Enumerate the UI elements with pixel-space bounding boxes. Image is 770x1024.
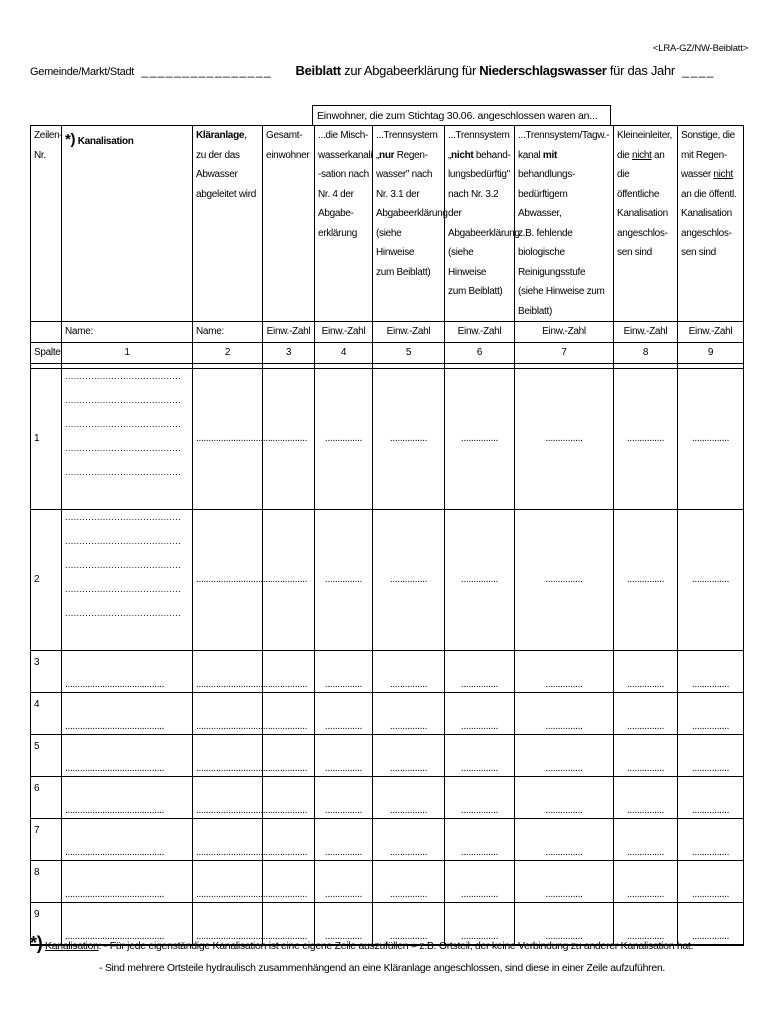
col-klein: Kleineinleiter, die nicht an die öffentliche Kanalisation angeschlos- sen sind [614,126,678,322]
einw-field[interactable]: ............... [614,692,678,734]
einw-field[interactable]: ............... [315,692,373,734]
einw-field[interactable]: ............... [445,368,515,509]
row-number: 6 [31,776,62,818]
unit-label: Name: [62,322,193,343]
einw-field[interactable]: ............... [263,818,315,860]
einw-field[interactable]: ............... [614,860,678,902]
klaeranlage-field[interactable]: .............................. [193,509,263,650]
unit-label: Einw.-Zahl [515,322,614,343]
einw-field[interactable]: ............... [614,650,678,692]
einw-field[interactable]: ............... [315,818,373,860]
kanalisation-field[interactable]: ........................................ [62,818,193,860]
spalte-number: 2 [193,342,263,363]
einw-field[interactable]: ............... [445,734,515,776]
einw-field[interactable]: ............... [515,818,614,860]
form-title: Beiblatt zur Abgabeerklärung für Niederschlagswasser für das Jahr [295,63,675,78]
row-number: 8 [31,860,62,902]
einw-field[interactable]: ............... [614,734,678,776]
klaeranlage-field[interactable]: .............................. [193,650,263,692]
col-trenn-regen: ...Trennsystem „nur Regen- wasser" nach Nr. 3.1 der Abgabeerklärung (siehe Hinweise zum Beiblatt) [373,126,445,322]
table-row [31,734,744,776]
einw-field[interactable]: ............... [263,902,315,945]
klaeranlage-field[interactable]: .............................. [193,818,263,860]
einw-field[interactable]: ............... [263,734,315,776]
einw-field[interactable]: ............... [515,692,614,734]
einw-field[interactable]: ............... [315,368,373,509]
einw-field[interactable]: ............... [678,509,744,650]
einw-field[interactable]: ............... [515,734,614,776]
einw-field[interactable]: ............... [373,902,445,945]
form-table [30,125,744,946]
klaeranlage-field[interactable]: .............................. [193,368,263,509]
footnote-line-2: - Sind mehrere Ortsteile hydraulisch zusammenhängend an eine Kläranlage angeschlossen, sind diese in einer Zeile aufzuführen. [99,962,666,974]
footnote-label: Kanalisation [45,940,99,952]
spalte-number: 5 [373,342,445,363]
kanalisation-field[interactable]: ........................................ [62,902,193,945]
einw-field[interactable]: ............... [515,776,614,818]
kanalisation-fields[interactable]: ........................................ ........................................ ........................................ ........................................ ........................................ [62,368,193,509]
col-klaeranlage: Kläranlage, zu der das Abwasser abgeleitet wird [193,126,263,322]
einw-field[interactable]: ............... [315,902,373,945]
municipality-field[interactable]: ________________ [141,64,273,78]
spalte-number: 3 [263,342,315,363]
einw-field[interactable]: ............... [678,734,744,776]
einw-field[interactable]: ............... [263,692,315,734]
row-number: 7 [31,818,62,860]
einw-field[interactable]: ............... [678,368,744,509]
spalte-number: 1 [62,342,193,363]
einw-field[interactable]: ............... [263,860,315,902]
einw-field[interactable]: ............... [445,692,515,734]
kanalisation-field[interactable]: ........................................ [62,650,193,692]
unit-label: Einw.-Zahl [445,322,515,343]
einw-field[interactable]: ............... [315,776,373,818]
einw-field[interactable]: ............... [445,650,515,692]
spalte-label: Spalte [31,342,62,363]
einw-field[interactable]: ............... [515,860,614,902]
spalte-number: 7 [515,342,614,363]
einw-field[interactable]: ............... [678,776,744,818]
klaeranlage-field[interactable]: .............................. [193,860,263,902]
table-row [31,650,744,692]
unit-label: Einw.-Zahl [678,322,744,343]
footnote-star: *) [30,933,43,953]
einw-field[interactable]: ............... [515,650,614,692]
row-number: 3 [31,650,62,692]
spalte-number: 9 [678,342,744,363]
row-number: 9 [31,902,62,945]
einw-field[interactable]: ............... [263,776,315,818]
table-row [31,368,744,509]
spalte-number: 8 [614,342,678,363]
einw-field[interactable]: ............... [614,818,678,860]
table-row [31,818,744,860]
header-row [31,126,744,322]
year-field[interactable]: ____ [682,64,715,78]
einwohner-group-header: Einwohner, die zum Stichtag 30.06. angeschlossen waren an... [312,105,611,125]
unit-label: Einw.-Zahl [373,322,445,343]
einw-field[interactable]: ............... [678,860,744,902]
einw-field[interactable]: ............... [678,818,744,860]
unit-label: Einw.-Zahl [315,322,373,343]
kanalisation-fields[interactable]: ........................................ ........................................ ........................................ ........................................ ........................................ [62,509,193,650]
row-number: 2 [31,509,62,650]
form-header [30,63,750,78]
table-row [31,776,744,818]
form-reference: <LRA-GZ/NW-Beiblatt> [652,43,748,54]
table-row [31,509,744,650]
spalte-number: 4 [315,342,373,363]
col-tagw: ...Trennsystem/Tagw.- kanal mit behandlungs- bedürftigem Abwasser, z.B. fehlende biologische Reinigungsstufe (siehe Hinweise zum Beiblatt) [515,126,614,322]
col-sonstige: Sonstige, die mit Regen- wasser nicht an die öffentl. Kanalisation angeschlos- sen sind [678,126,744,322]
einw-field[interactable]: ............... [445,776,515,818]
einw-field[interactable]: ............... [445,818,515,860]
einw-field[interactable]: ............... [515,509,614,650]
col-trenn-nicht: ...Trennsystem „nicht behand- lungsbedürftig" nach Nr. 3.2 der Abgabeerklärung (siehe Hinweise zum Beiblatt) [445,126,515,322]
einw-field[interactable]: ............... [373,650,445,692]
einw-field[interactable]: ............... [373,776,445,818]
einw-field[interactable]: ............... [315,509,373,650]
table-row [31,692,744,734]
unit-label: Einw.-Zahl [263,322,315,343]
kanalisation-field[interactable]: ........................................ [62,860,193,902]
einw-field[interactable]: ............... [445,860,515,902]
klaeranlage-field[interactable]: .............................. [193,776,263,818]
einw-field[interactable]: ............... [263,509,315,650]
municipality-label: Gemeinde/Markt/Stadt [30,66,135,78]
einw-field[interactable]: ............... [614,509,678,650]
einw-field[interactable]: ............... [263,368,315,509]
unit-label: Name: [193,322,263,343]
einw-field[interactable]: ............... [515,902,614,945]
einw-field[interactable]: ............... [315,650,373,692]
spalte-row [31,342,744,363]
col-misch: ...die Misch- wasserkanali -sation nach Nr. 4 der Abgabe- erklärung [315,126,373,322]
einw-field[interactable]: ............... [315,734,373,776]
einw-field[interactable]: ............... [678,902,744,945]
col-gesamt: Gesamt- einwohner [263,126,315,322]
einw-field[interactable]: ............... [614,368,678,509]
units-row [31,322,744,343]
einw-field[interactable]: ............... [373,818,445,860]
kanalisation-field[interactable]: ........................................ [62,692,193,734]
kanalisation-field[interactable]: ........................................ [62,734,193,776]
einw-field[interactable]: ............... [515,368,614,509]
row-number: 4 [31,692,62,734]
klaeranlage-field[interactable]: .............................. [193,902,263,945]
einw-field[interactable]: ............... [373,692,445,734]
klaeranlage-field[interactable]: .............................. [193,734,263,776]
col-zeilen: Zeilen- Nr. [31,126,62,322]
row-number: 5 [31,734,62,776]
table-row [31,860,744,902]
einw-field[interactable]: ............... [373,860,445,902]
row-number: 1 [31,368,62,509]
einw-field[interactable]: ............... [373,734,445,776]
einw-field[interactable]: ............... [315,860,373,902]
einw-field[interactable]: ............... [373,368,445,509]
klaeranlage-field[interactable]: .............................. [193,692,263,734]
einw-field[interactable]: ............... [445,509,515,650]
einw-field[interactable]: ............... [678,650,744,692]
einw-field[interactable]: ............... [614,902,678,945]
footnote-line-1: : - Für jede eigenständige Kanalisation ist eine eigene Zeile auszufüllen = z.B. Ortsteil, der keine Verbindung zu anderer Kanalisation hat. [98,940,694,952]
einw-field[interactable]: ............... [445,902,515,945]
footnote [30,932,693,979]
unit-label: Einw.-Zahl [614,322,678,343]
kanalisation-field[interactable]: ........................................ [62,776,193,818]
col-kanalisation: *) Kanalisation [62,126,193,322]
einw-field[interactable]: ............... [263,650,315,692]
einw-field[interactable]: ............... [678,692,744,734]
einw-field[interactable]: ............... [614,776,678,818]
spalte-number: 6 [445,342,515,363]
einw-field[interactable]: ............... [373,509,445,650]
